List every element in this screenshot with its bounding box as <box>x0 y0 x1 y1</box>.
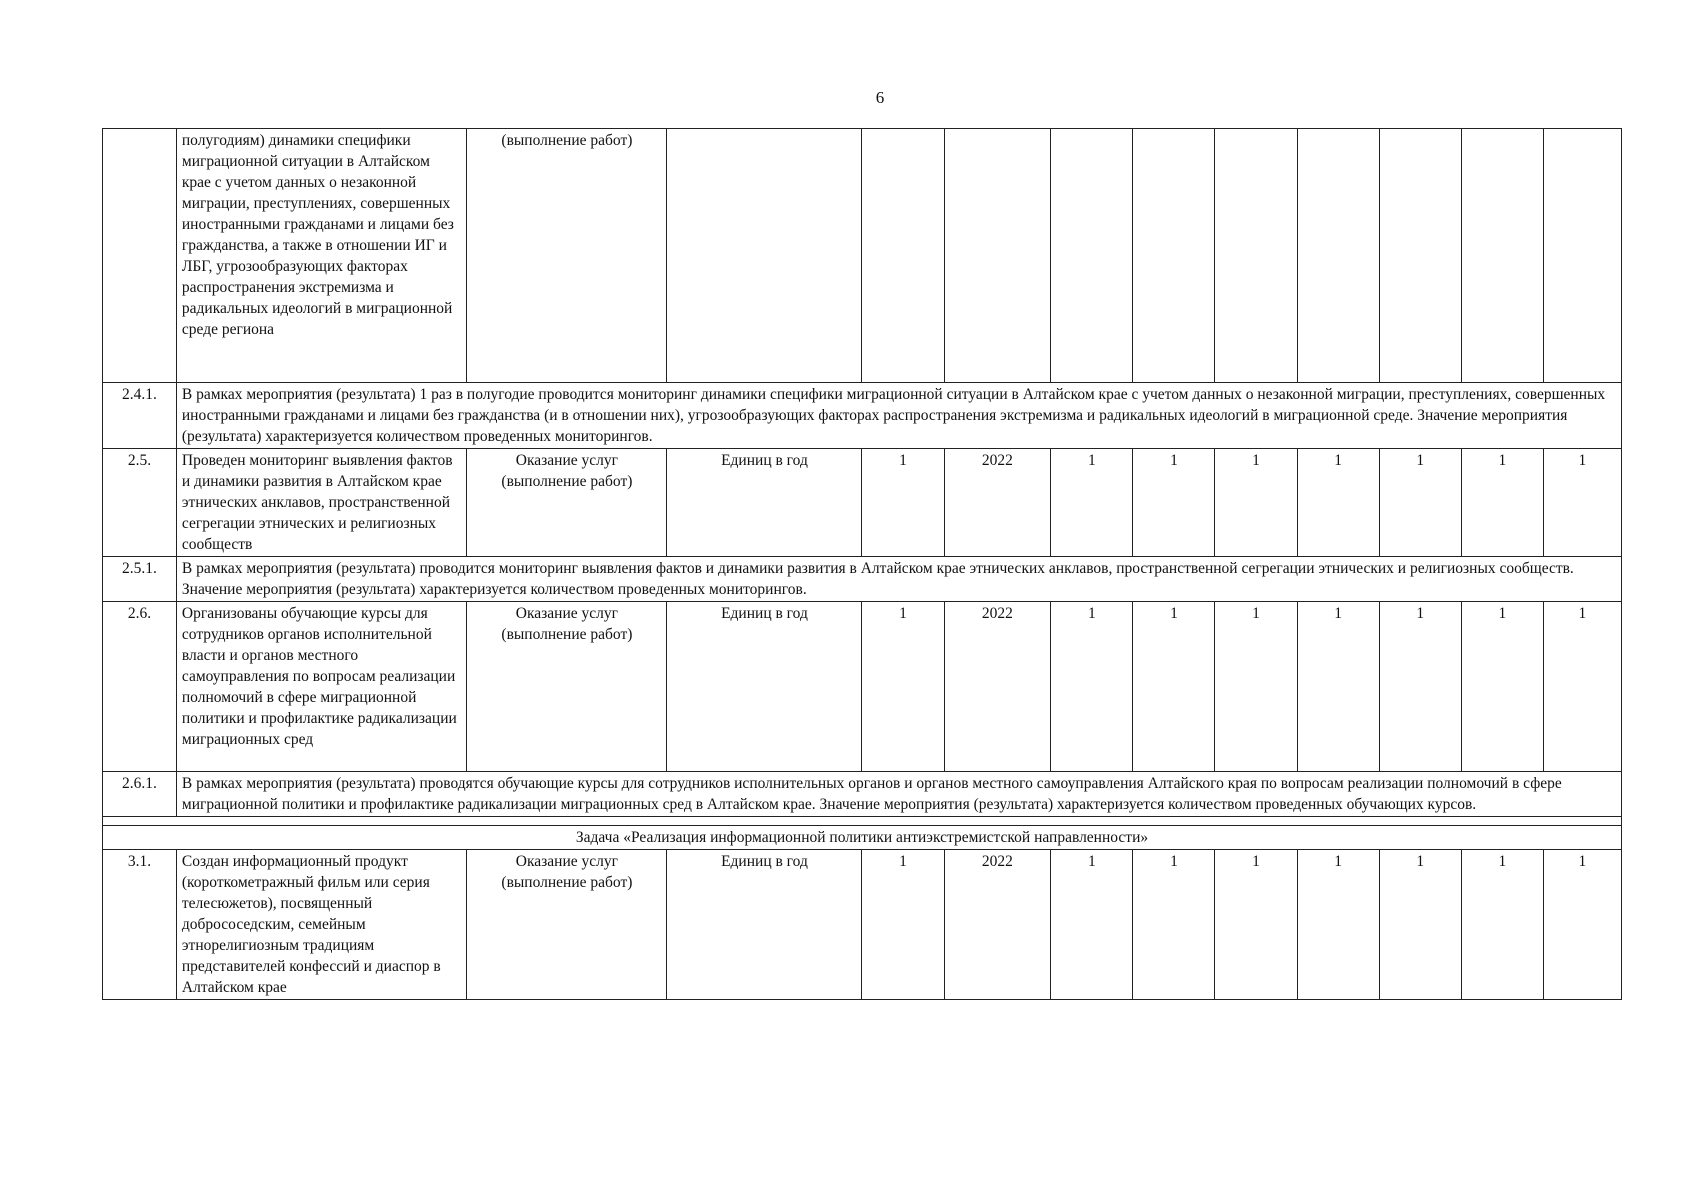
result-unit: Единиц в год <box>667 602 862 772</box>
result-unit: Единиц в год <box>667 449 862 557</box>
result-type: Оказание услуг (выполнение работ) <box>467 602 667 772</box>
result-description: В рамках мероприятия (результата) проводятся обучающие курсы для сотрудников исполнительных органов и органов местного самоуправления Алтайского края по вопросам реализации полномочий в сфере миграционной политики и профилактике радикализации миграционных сред в Алтайском крае. Значение мероприятия (результата) характеризуется количеством проведенных обучающих курсов. <box>176 772 1621 817</box>
base-value <box>862 129 944 383</box>
base-year: 2022 <box>944 449 1051 557</box>
year-value: 1 <box>1461 449 1543 557</box>
year-value: 1 <box>1297 602 1379 772</box>
base-value: 1 <box>862 602 944 772</box>
year-value: 1 <box>1461 850 1543 1000</box>
page-number: 6 <box>875 88 885 107</box>
year-value <box>1297 129 1379 383</box>
row-number: 2.6. <box>103 602 177 772</box>
year-value: 1 <box>1133 602 1215 772</box>
year-value: 1 <box>1133 449 1215 557</box>
table-row <box>103 850 1622 1000</box>
result-unit <box>667 129 862 383</box>
table-row <box>103 129 1622 383</box>
year-value: 1 <box>1543 602 1621 772</box>
year-value: 1 <box>1297 850 1379 1000</box>
table-row <box>103 557 1622 602</box>
base-year <box>944 129 1051 383</box>
row-number: 2.6.1. <box>103 772 177 817</box>
year-value: 1 <box>1051 850 1133 1000</box>
result-type: Оказание услуг (выполнение работ) <box>467 850 667 1000</box>
year-value: 1 <box>1051 449 1133 557</box>
table-row <box>103 817 1622 826</box>
year-value: 1 <box>1461 602 1543 772</box>
base-year: 2022 <box>944 602 1051 772</box>
result-name: полугодиям) динамики специфики миграционной ситуации в Алтайском крае с учетом данных о незаконной миграции, преступлениях, совершенных иностранными гражданами и лицами без гражданства, а также в отношении ИГ и ЛБГ, угрозообразующих факторах распространения экстремизма и радикальных идеологий в миграционной среде региона <box>176 129 466 383</box>
year-value: 1 <box>1379 850 1461 1000</box>
year-value: 1 <box>1215 449 1297 557</box>
base-value: 1 <box>862 449 944 557</box>
table-row <box>103 383 1622 449</box>
table-row <box>103 449 1622 557</box>
row-number: 2.4.1. <box>103 383 177 449</box>
result-description: В рамках мероприятия (результата) 1 раз в полугодие проводится мониторинг динамики специфики миграционной ситуации в Алтайском крае с учетом данных о незаконной миграции, преступлениях, совершенных иностранными гражданами и лицами без гражданства (и в отношении них), угрозообразующих факторах распространения экстремизма и радикальных идеологий в миграционной среде. Значение мероприятия (результата) характеризуется количеством проведенных мониторингов. <box>176 383 1621 449</box>
year-value: 1 <box>1215 602 1297 772</box>
year-value: 1 <box>1297 449 1379 557</box>
year-value <box>1051 129 1133 383</box>
base-value: 1 <box>862 850 944 1000</box>
task-header: Задача «Реализация информационной политики антиэкстремистской направленности» <box>103 826 1622 850</box>
year-value <box>1461 129 1543 383</box>
results-table-body <box>103 129 1622 1000</box>
table-row <box>103 826 1622 850</box>
separator-cell <box>103 817 1622 826</box>
result-description: В рамках мероприятия (результата) проводится мониторинг выявления фактов и динамики развития в Алтайском крае этнических анклавов, пространственной сегрегации этнических и религиозных сообществ. Значение мероприятия (результата) характеризуется количеством проведенных мониторингов. <box>176 557 1621 602</box>
result-name: Организованы обучающие курсы для сотрудников органов исполнительной власти и органов местного самоуправления по вопросам реализации полномочий в сфере миграционной политики и профилактике радикализации миграционных сред <box>176 602 466 772</box>
row-number: 3.1. <box>103 850 177 1000</box>
year-value: 1 <box>1543 850 1621 1000</box>
year-value: 1 <box>1215 850 1297 1000</box>
year-value: 1 <box>1051 602 1133 772</box>
year-value <box>1133 129 1215 383</box>
year-value <box>1543 129 1621 383</box>
result-name: Проведен мониторинг выявления фактов и динамики развития в Алтайском крае этнических анклавов, пространственной сегрегации этнических и религиозных сообществ <box>176 449 466 557</box>
year-value: 1 <box>1379 602 1461 772</box>
year-value: 1 <box>1133 850 1215 1000</box>
row-number <box>103 129 177 383</box>
result-type: (выполнение работ) <box>467 129 667 383</box>
year-value: 1 <box>1543 449 1621 557</box>
result-name: Создан информационный продукт (короткометражный фильм или серия телесюжетов), посвященный добрососедским, семейным этнорелигиозным традициям представителей конфессий и диаспор в Алтайском крае <box>176 850 466 1000</box>
result-unit: Единиц в год <box>667 850 862 1000</box>
result-type: Оказание услуг (выполнение работ) <box>467 449 667 557</box>
year-value <box>1215 129 1297 383</box>
row-number: 2.5.1. <box>103 557 177 602</box>
results-table <box>102 128 1622 1000</box>
year-value <box>1379 129 1461 383</box>
table-row <box>103 602 1622 772</box>
table-row <box>103 772 1622 817</box>
row-number: 2.5. <box>103 449 177 557</box>
year-value: 1 <box>1379 449 1461 557</box>
base-year: 2022 <box>944 850 1051 1000</box>
